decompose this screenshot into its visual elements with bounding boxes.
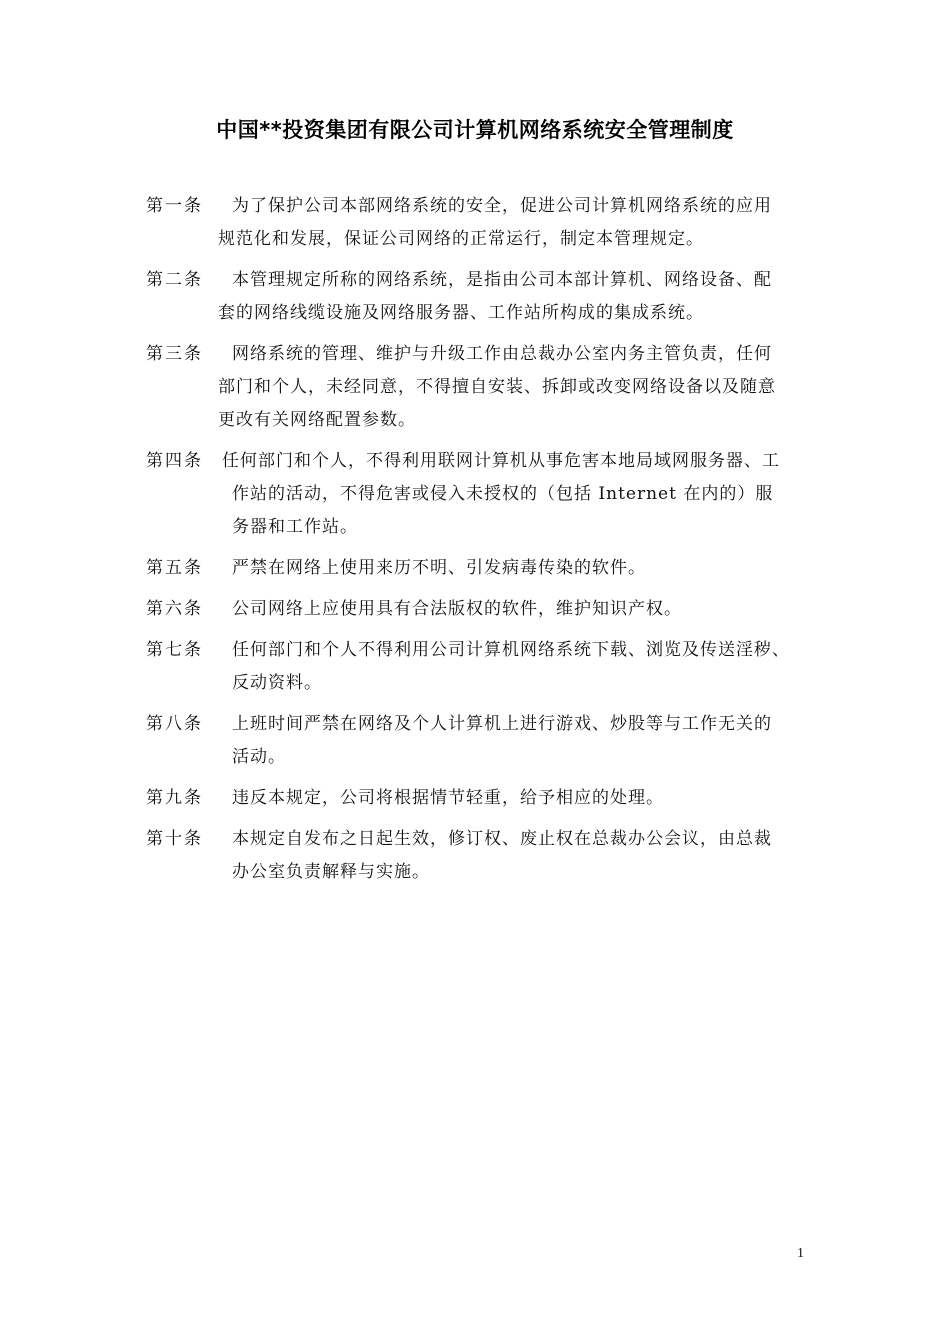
article-number: 第二条 [146,270,203,290]
article-1 [146,190,826,256]
article-text-line: 作站的活动，不得危害或侵入未授权的（包括 Internet 在内的）服 [232,484,774,504]
article-text-line: 活动。 [232,747,286,767]
article-text-line: 办公室负责解释与实施。 [232,862,430,882]
article-text-line: 网络系统的管理、维护与升级工作由总裁办公室内务主管负责，任何 [232,344,772,364]
article-number: 第五条 [146,558,203,578]
article-text-line: 套的网络线缆设施及网络服务器、工作站所构成的集成系统。 [218,303,704,323]
article-text-line: 违反本规定，公司将根据情节轻重，给予相应的处理。 [232,788,664,808]
page-number: 1 [797,1246,804,1261]
article-2 [146,264,826,330]
document-title: 中国**投资集团有限公司计算机网络系统安全管理制度 [216,118,734,142]
article-number: 第三条 [146,344,203,364]
article-7 [146,634,826,700]
article-number: 第四条 [146,451,203,471]
article-number: 第六条 [146,599,203,619]
article-text-line: 更改有关网络配置参数。 [218,410,416,430]
article-text-line: 上班时间严禁在网络及个人计算机上进行游戏、炒股等与工作无关的 [232,714,772,734]
article-4 [146,445,826,544]
article-text-line: 任何部门和个人，不得利用联网计算机从事危害本地局域网服务器、工 [222,451,780,471]
article-text-line: 任何部门和个人不得利用公司计算机网络系统下载、浏览及传送淫秽、 [232,640,790,660]
article-number: 第十条 [146,829,203,849]
article-3 [146,338,826,437]
article-number: 第八条 [146,714,203,734]
article-number: 第九条 [146,788,203,808]
article-list [146,190,826,897]
article-10 [146,823,826,889]
article-text-line: 规范化和发展，保证公司网络的正常运行，制定本管理规定。 [218,229,704,249]
article-text-line: 为了保护公司本部网络系统的安全，促进公司计算机网络系统的应用 [232,196,772,216]
article-text-line: 本管理规定所称的网络系统，是指由公司本部计算机、网络设备、配 [232,270,772,290]
article-9 [146,782,826,815]
article-5 [146,552,826,585]
article-text-line: 反动资料。 [232,673,322,693]
article-text-line: 部门和个人，未经同意，不得擅自安装、拆卸或改变网络设备以及随意 [218,377,776,397]
article-8 [146,708,826,774]
article-number: 第一条 [146,196,203,216]
article-text-line: 公司网络上应使用具有合法版权的软件，维护知识产权。 [232,599,682,619]
article-text-line: 本规定自发布之日起生效，修订权、废止权在总裁办公会议，由总裁 [232,829,772,849]
article-number: 第七条 [146,640,203,660]
article-text-line: 严禁在网络上使用来历不明、引发病毒传染的软件。 [232,558,646,578]
article-text-line: 务器和工作站。 [232,517,358,537]
article-6 [146,593,826,626]
